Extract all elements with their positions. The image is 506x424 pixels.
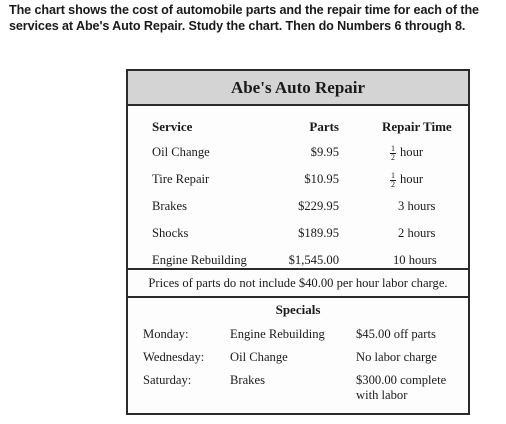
- instructions-text: The chart shows the cost of automobile parts and the repair time for each of the services at Abe's Auto Repair. Study the chart. Then do Numbers 6 through 8.: [9, 3, 479, 33]
- parts-cell: $1,545.00: [288, 253, 339, 267]
- special-day: Wednesday:: [143, 350, 205, 364]
- service-cell: Brakes: [152, 199, 187, 213]
- parts-cell: $229.95: [298, 199, 339, 213]
- special-service: Oil Change: [230, 350, 288, 364]
- table-row: [128, 196, 468, 216]
- repair-time-cell: 3 hours: [398, 199, 436, 213]
- parts-cell: $189.95: [298, 226, 339, 240]
- table-row: [128, 223, 468, 243]
- repair-time-cell: $\frac{1}{2}$ hour: [391, 143, 424, 162]
- chart-title: Abe's Auto Repair: [128, 71, 468, 106]
- special-deal: No labor charge: [356, 350, 437, 364]
- service-cell: Oil Change: [152, 145, 210, 159]
- half-fraction: $\frac{1}{2}$: [391, 143, 395, 162]
- service-cell: Engine Rebuilding: [152, 253, 247, 267]
- special-service: Engine Rebuilding: [230, 327, 325, 341]
- repair-time-cell: $\frac{1}{2}$ hour: [391, 170, 424, 189]
- special-service: Brakes: [230, 373, 265, 387]
- special-day: Saturday:: [143, 373, 192, 387]
- repair-time-cell: 10 hours: [393, 253, 437, 267]
- repair-price-chart: [126, 69, 470, 415]
- table-row: [128, 169, 468, 189]
- parts-cell: $10.95: [304, 172, 339, 186]
- table-row: [128, 250, 468, 270]
- repair-time-cell: 2 hours: [398, 226, 436, 240]
- table-row: [128, 142, 468, 162]
- repair-time-header: Repair Time: [382, 119, 452, 134]
- half-fraction: $\frac{1}{2}$: [391, 170, 395, 189]
- table-header: [128, 117, 468, 137]
- special-deal: $45.00 off parts: [356, 327, 436, 341]
- service-cell: Shocks: [152, 226, 189, 240]
- specials-title: Specials: [275, 302, 321, 317]
- parts-header: Parts: [309, 119, 339, 134]
- service-cell: Tire Repair: [152, 172, 210, 186]
- labor-charge-note: Prices of parts do not include $40.00 per hour labor charge.: [128, 268, 468, 298]
- parts-cell: $9.95: [310, 145, 339, 159]
- special-deal: $300.00 complete with labor: [356, 373, 447, 402]
- service-header: Service: [152, 119, 193, 134]
- special-day: Monday:: [143, 327, 189, 341]
